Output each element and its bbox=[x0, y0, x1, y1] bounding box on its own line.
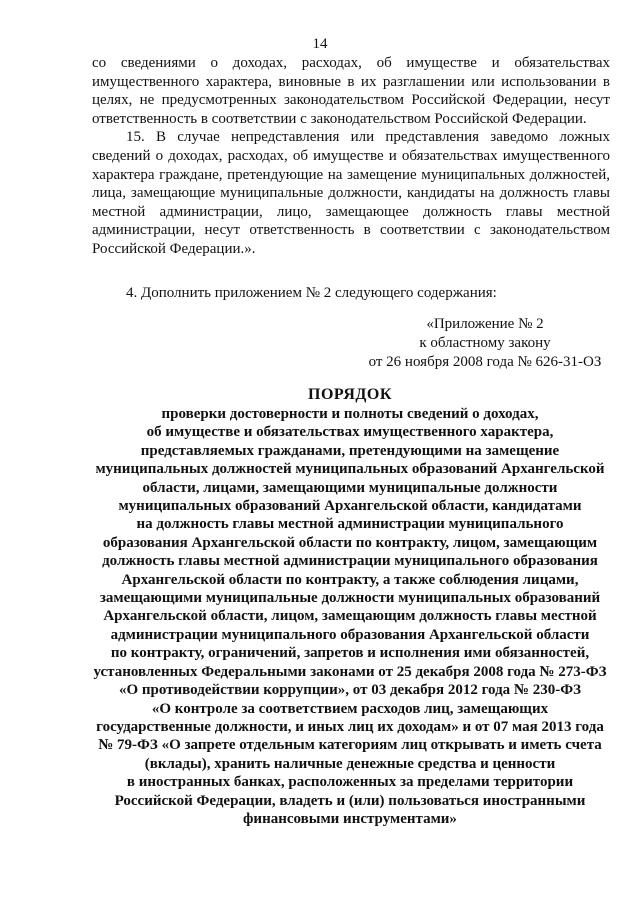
heading-line: должность главы местной администрации муниципального образования bbox=[102, 553, 598, 570]
paragraph-item-15: 15. В случае непредставления или представления заведомо ложных сведений о доходах, расходах, об имуществе и обязательствах имущественного характера граждане, претендующие на замещение муниципальных должностей, лица, замещающие муниципальные должности, кандидаты на должность главы местной администрации, лицо, замещающее должность главы местной администрации, несут ответственность в соответствии с законодательством Российской Федерации.». bbox=[92, 129, 610, 257]
heading-line: муниципальных образований Архангельской области, кандидатами bbox=[118, 498, 582, 515]
heading-line: администрации муниципального образования Архангельской области bbox=[110, 626, 590, 643]
heading-line: замещающими муниципальные должности муниципальных образований bbox=[99, 590, 601, 607]
heading-line: государственные должности, и иных лиц их доходам» и от 07 мая 2013 года bbox=[96, 718, 604, 735]
heading-line: Российской Федерации, владеть и (или) пользоваться иностранными bbox=[114, 792, 586, 809]
heading-line: представляемых гражданами, претендующими на замещение bbox=[140, 442, 560, 459]
appendix-line: «Приложение № 2 bbox=[426, 316, 544, 332]
heading-line: Архангельской области, лицом, замещающим должность главы местной bbox=[103, 608, 597, 625]
heading-line: в иностранных банках, расположенных за пределами территории bbox=[126, 774, 574, 791]
heading-title: ПОРЯДОК bbox=[308, 386, 392, 403]
body-text bbox=[92, 54, 610, 259]
heading-line: муниципальных должностей муниципальных образований Архангельской bbox=[95, 461, 605, 478]
heading-line: по контракту, ограничений, запретов и исполнения ими обязанностей, bbox=[110, 645, 590, 662]
document-heading bbox=[80, 385, 620, 828]
heading-line: № 79-ФЗ «О запрете отдельным категориям лиц открывать и иметь счета bbox=[98, 737, 602, 754]
heading-line: (вклады), хранить наличные денежные средства и ценности bbox=[144, 755, 556, 772]
heading-line: установленных Федеральными законами от 25 декабря 2008 года № 273-ФЗ bbox=[93, 663, 607, 680]
heading-line: проверки достоверности и полноты сведений о доходах, bbox=[161, 406, 539, 422]
heading-line: области, лицами, замещающими муниципальные должности bbox=[142, 479, 558, 496]
heading-line: образования Архангельской области по контракту, лицом, замещающим bbox=[102, 534, 598, 551]
heading-line: «О контроле за соответствием расходов лиц, замещающих bbox=[151, 700, 549, 717]
heading-line: «О противодействии коррупции», от 03 декабря 2012 года № 230-ФЗ bbox=[118, 682, 582, 699]
heading-line: Архангельской области по контракту, а также соблюдения лицами, bbox=[121, 571, 579, 588]
heading-line: финансовыми инструментами» bbox=[243, 810, 457, 827]
heading-line: на должность главы местной администрации муниципального bbox=[136, 516, 564, 533]
paragraph-continuation: со сведениями о доходах, расходах, об имуществе и обязательствах имущественного характера, виновные в их разглашении или использовании в целях, не предусмотренных законодательством Российской Федерации, несут ответственность в соответствии с законодательством Российской Федерации. bbox=[92, 55, 610, 127]
appendix-reference bbox=[360, 315, 610, 372]
heading-line: об имуществе и обязательствах имущественного характера, bbox=[146, 424, 554, 441]
page-number: 14 bbox=[312, 36, 328, 52]
appendix-line: от 26 ноября 2008 года № 626-31-ОЗ bbox=[368, 354, 602, 370]
appendix-line: к областному закону bbox=[419, 335, 551, 351]
paragraph-item-4: 4. Дополнить приложением № 2 следующего содержания: bbox=[126, 285, 497, 301]
